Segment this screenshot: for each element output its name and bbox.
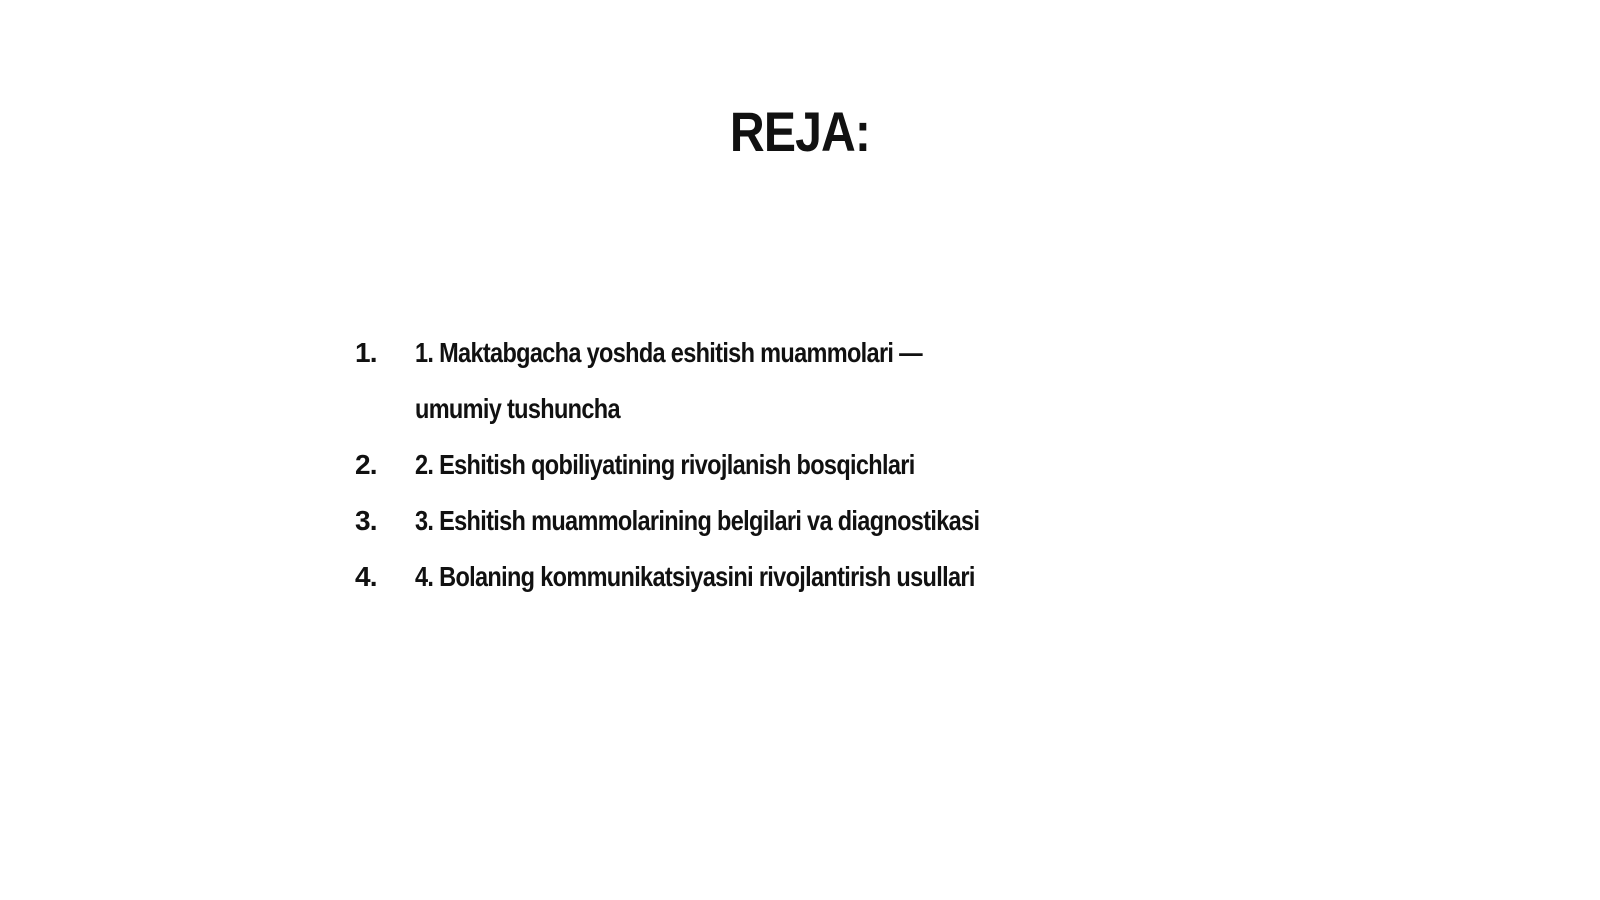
plan-list bbox=[355, 325, 1115, 605]
plan-item-text: 4. Bolaning kommunikatsiyasini rivojlantirish usullari bbox=[415, 561, 975, 592]
plan-item-number: 3. bbox=[355, 505, 377, 536]
plan-item-text: 3. Eshitish muammolarining belgilari va diagnostikasi bbox=[415, 505, 980, 536]
plan-item-number: 4. bbox=[355, 561, 377, 592]
plan-item-text: 2. Eshitish qobiliyatining rivojlanish bosqichlari bbox=[415, 449, 915, 480]
plan-item-text: 1. Maktabgacha yoshda eshitish muammolari — umumiy tushuncha bbox=[415, 337, 923, 424]
slide-title: REJA: bbox=[729, 100, 871, 163]
plan-item-number: 2. bbox=[355, 449, 377, 480]
plan-item-3 bbox=[355, 493, 1115, 549]
plan-item-number: 1. bbox=[355, 337, 377, 368]
plan-item-4 bbox=[355, 549, 1115, 605]
plan-item-2 bbox=[355, 437, 1115, 493]
plan-item-1 bbox=[355, 325, 1115, 437]
